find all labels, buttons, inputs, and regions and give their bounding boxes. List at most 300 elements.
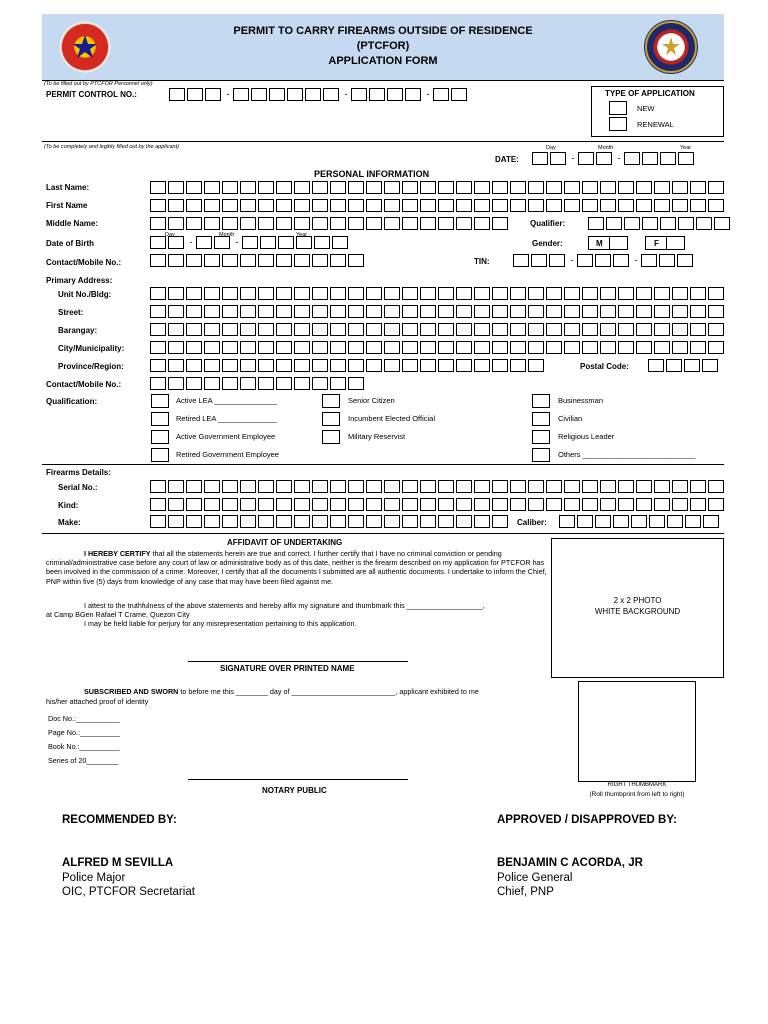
char-cell[interactable] xyxy=(222,217,238,230)
char-cell[interactable] xyxy=(222,199,238,212)
char-cell[interactable] xyxy=(690,181,706,194)
char-cell[interactable] xyxy=(258,377,274,390)
char-cell[interactable] xyxy=(618,341,634,354)
char-cell[interactable] xyxy=(384,287,400,300)
char-cell[interactable] xyxy=(276,254,292,267)
gender-female-box[interactable] xyxy=(645,236,685,250)
char-cell[interactable] xyxy=(294,199,310,212)
char-cell[interactable] xyxy=(438,341,454,354)
char-cell[interactable] xyxy=(205,88,221,101)
qualifier-input[interactable] xyxy=(588,217,732,231)
char-cell[interactable] xyxy=(438,359,454,372)
char-cell[interactable] xyxy=(168,323,184,336)
char-cell[interactable] xyxy=(438,515,454,528)
char-cell[interactable] xyxy=(240,515,256,528)
char-cell[interactable] xyxy=(366,498,382,511)
char-cell[interactable] xyxy=(550,152,566,165)
char-cell[interactable] xyxy=(186,515,202,528)
char-cell[interactable] xyxy=(186,341,202,354)
char-cell[interactable] xyxy=(204,323,220,336)
tin-input[interactable]: - - xyxy=(513,254,695,268)
char-cell[interactable] xyxy=(384,480,400,493)
char-cell[interactable] xyxy=(672,199,688,212)
military-reservist-checkbox[interactable] xyxy=(322,430,340,444)
char-cell[interactable] xyxy=(456,181,472,194)
char-cell[interactable] xyxy=(258,181,274,194)
char-cell[interactable] xyxy=(600,305,616,318)
char-cell[interactable] xyxy=(456,480,472,493)
char-cell[interactable] xyxy=(595,254,611,267)
char-cell[interactable] xyxy=(420,359,436,372)
char-cell[interactable] xyxy=(528,323,544,336)
char-cell[interactable] xyxy=(641,254,657,267)
char-cell[interactable] xyxy=(204,305,220,318)
char-cell[interactable] xyxy=(420,498,436,511)
province-input[interactable] xyxy=(150,359,546,373)
char-cell[interactable] xyxy=(708,181,724,194)
char-cell[interactable] xyxy=(636,287,652,300)
char-cell[interactable] xyxy=(204,359,220,372)
char-cell[interactable] xyxy=(549,254,565,267)
char-cell[interactable] xyxy=(186,305,202,318)
char-cell[interactable] xyxy=(690,323,706,336)
char-cell[interactable] xyxy=(294,287,310,300)
char-cell[interactable] xyxy=(294,480,310,493)
char-cell[interactable] xyxy=(330,254,346,267)
char-cell[interactable] xyxy=(492,181,508,194)
char-cell[interactable] xyxy=(546,498,562,511)
char-cell[interactable] xyxy=(222,181,238,194)
char-cell[interactable] xyxy=(276,480,292,493)
char-cell[interactable] xyxy=(330,287,346,300)
char-cell[interactable] xyxy=(510,199,526,212)
char-cell[interactable] xyxy=(204,254,220,267)
char-cell[interactable] xyxy=(278,236,294,249)
char-cell[interactable] xyxy=(438,217,454,230)
char-cell[interactable] xyxy=(708,287,724,300)
char-cell[interactable] xyxy=(366,217,382,230)
char-cell[interactable] xyxy=(649,515,665,528)
char-cell[interactable] xyxy=(528,199,544,212)
char-cell[interactable] xyxy=(330,341,346,354)
char-cell[interactable] xyxy=(672,287,688,300)
char-cell[interactable] xyxy=(582,323,598,336)
char-cell[interactable] xyxy=(312,181,328,194)
char-cell[interactable] xyxy=(196,236,212,249)
char-cell[interactable] xyxy=(348,515,364,528)
char-cell[interactable] xyxy=(276,287,292,300)
char-cell[interactable] xyxy=(204,377,220,390)
char-cell[interactable] xyxy=(222,480,238,493)
char-cell[interactable] xyxy=(402,181,418,194)
char-cell[interactable] xyxy=(150,323,166,336)
char-cell[interactable] xyxy=(492,217,508,230)
char-cell[interactable] xyxy=(330,515,346,528)
char-cell[interactable] xyxy=(546,199,562,212)
char-cell[interactable] xyxy=(600,323,616,336)
char-cell[interactable] xyxy=(168,377,184,390)
char-cell[interactable] xyxy=(384,199,400,212)
char-cell[interactable] xyxy=(420,181,436,194)
char-cell[interactable] xyxy=(312,305,328,318)
date-input[interactable]: - - xyxy=(532,152,696,166)
char-cell[interactable] xyxy=(510,498,526,511)
char-cell[interactable] xyxy=(251,88,267,101)
char-cell[interactable] xyxy=(312,341,328,354)
char-cell[interactable] xyxy=(438,498,454,511)
char-cell[interactable] xyxy=(577,515,593,528)
char-cell[interactable] xyxy=(204,515,220,528)
char-cell[interactable] xyxy=(240,287,256,300)
char-cell[interactable] xyxy=(677,254,693,267)
char-cell[interactable] xyxy=(690,341,706,354)
char-cell[interactable] xyxy=(384,498,400,511)
char-cell[interactable] xyxy=(702,359,718,372)
char-cell[interactable] xyxy=(294,359,310,372)
char-cell[interactable] xyxy=(348,323,364,336)
char-cell[interactable] xyxy=(402,305,418,318)
char-cell[interactable] xyxy=(474,480,490,493)
char-cell[interactable] xyxy=(384,217,400,230)
char-cell[interactable] xyxy=(348,199,364,212)
char-cell[interactable] xyxy=(456,498,472,511)
char-cell[interactable] xyxy=(150,498,166,511)
char-cell[interactable] xyxy=(294,377,310,390)
char-cell[interactable] xyxy=(708,341,724,354)
char-cell[interactable] xyxy=(492,323,508,336)
char-cell[interactable] xyxy=(456,305,472,318)
char-cell[interactable] xyxy=(438,323,454,336)
char-cell[interactable] xyxy=(168,287,184,300)
char-cell[interactable] xyxy=(654,287,670,300)
char-cell[interactable] xyxy=(438,305,454,318)
char-cell[interactable] xyxy=(366,341,382,354)
char-cell[interactable] xyxy=(312,217,328,230)
char-cell[interactable] xyxy=(276,217,292,230)
char-cell[interactable] xyxy=(420,217,436,230)
char-cell[interactable] xyxy=(582,480,598,493)
char-cell[interactable] xyxy=(366,359,382,372)
char-cell[interactable] xyxy=(314,236,330,249)
char-cell[interactable] xyxy=(204,480,220,493)
char-cell[interactable] xyxy=(636,480,652,493)
char-cell[interactable] xyxy=(330,199,346,212)
char-cell[interactable] xyxy=(168,515,184,528)
char-cell[interactable] xyxy=(474,287,490,300)
char-cell[interactable] xyxy=(708,305,724,318)
char-cell[interactable] xyxy=(330,181,346,194)
char-cell[interactable] xyxy=(186,199,202,212)
char-cell[interactable] xyxy=(660,217,676,230)
char-cell[interactable] xyxy=(150,236,166,249)
char-cell[interactable] xyxy=(672,341,688,354)
char-cell[interactable] xyxy=(169,88,185,101)
char-cell[interactable] xyxy=(258,287,274,300)
char-cell[interactable] xyxy=(708,323,724,336)
char-cell[interactable] xyxy=(582,341,598,354)
char-cell[interactable] xyxy=(546,323,562,336)
char-cell[interactable] xyxy=(582,181,598,194)
char-cell[interactable] xyxy=(618,199,634,212)
char-cell[interactable] xyxy=(624,152,640,165)
char-cell[interactable] xyxy=(150,377,166,390)
char-cell[interactable] xyxy=(654,199,670,212)
char-cell[interactable] xyxy=(659,254,675,267)
char-cell[interactable] xyxy=(636,498,652,511)
char-cell[interactable] xyxy=(420,199,436,212)
char-cell[interactable] xyxy=(294,515,310,528)
char-cell[interactable] xyxy=(348,377,364,390)
char-cell[interactable] xyxy=(690,199,706,212)
char-cell[interactable] xyxy=(438,181,454,194)
char-cell[interactable] xyxy=(438,480,454,493)
char-cell[interactable] xyxy=(532,152,548,165)
char-cell[interactable] xyxy=(492,199,508,212)
char-cell[interactable] xyxy=(269,88,285,101)
char-cell[interactable] xyxy=(222,323,238,336)
char-cell[interactable] xyxy=(402,217,418,230)
char-cell[interactable] xyxy=(492,498,508,511)
serial-input[interactable] xyxy=(150,480,726,494)
char-cell[interactable] xyxy=(323,88,339,101)
char-cell[interactable] xyxy=(654,323,670,336)
char-cell[interactable] xyxy=(366,199,382,212)
others-checkbox[interactable] xyxy=(532,448,550,462)
char-cell[interactable] xyxy=(405,88,421,101)
char-cell[interactable] xyxy=(258,498,274,511)
char-cell[interactable] xyxy=(369,88,385,101)
char-cell[interactable] xyxy=(384,515,400,528)
char-cell[interactable] xyxy=(528,498,544,511)
char-cell[interactable] xyxy=(474,341,490,354)
char-cell[interactable] xyxy=(618,480,634,493)
char-cell[interactable] xyxy=(492,359,508,372)
char-cell[interactable] xyxy=(588,217,604,230)
char-cell[interactable] xyxy=(348,181,364,194)
char-cell[interactable] xyxy=(564,287,580,300)
char-cell[interactable] xyxy=(636,305,652,318)
char-cell[interactable] xyxy=(528,341,544,354)
char-cell[interactable] xyxy=(420,480,436,493)
first-name-input[interactable] xyxy=(150,199,726,213)
char-cell[interactable] xyxy=(618,287,634,300)
char-cell[interactable] xyxy=(186,181,202,194)
char-cell[interactable] xyxy=(312,199,328,212)
gender-male-box[interactable] xyxy=(588,236,628,250)
char-cell[interactable] xyxy=(690,287,706,300)
char-cell[interactable] xyxy=(559,515,575,528)
char-cell[interactable] xyxy=(222,498,238,511)
char-cell[interactable] xyxy=(258,515,274,528)
retired-lea-checkbox[interactable] xyxy=(151,412,169,426)
char-cell[interactable] xyxy=(276,515,292,528)
char-cell[interactable] xyxy=(168,181,184,194)
char-cell[interactable] xyxy=(456,359,472,372)
char-cell[interactable] xyxy=(348,254,364,267)
caliber-input[interactable] xyxy=(559,515,721,529)
char-cell[interactable] xyxy=(260,236,276,249)
char-cell[interactable] xyxy=(366,305,382,318)
kind-input[interactable] xyxy=(150,498,726,512)
char-cell[interactable] xyxy=(708,498,724,511)
char-cell[interactable] xyxy=(366,287,382,300)
char-cell[interactable] xyxy=(600,199,616,212)
char-cell[interactable] xyxy=(294,181,310,194)
char-cell[interactable] xyxy=(703,515,719,528)
char-cell[interactable] xyxy=(595,515,611,528)
char-cell[interactable] xyxy=(546,480,562,493)
char-cell[interactable] xyxy=(222,254,238,267)
char-cell[interactable] xyxy=(296,236,312,249)
char-cell[interactable] xyxy=(582,498,598,511)
char-cell[interactable] xyxy=(150,217,166,230)
char-cell[interactable] xyxy=(294,341,310,354)
char-cell[interactable] xyxy=(366,181,382,194)
char-cell[interactable] xyxy=(600,341,616,354)
religious-leader-checkbox[interactable] xyxy=(532,430,550,444)
char-cell[interactable] xyxy=(258,217,274,230)
new-checkbox[interactable] xyxy=(609,101,627,115)
char-cell[interactable] xyxy=(690,480,706,493)
char-cell[interactable] xyxy=(492,515,508,528)
char-cell[interactable] xyxy=(642,152,658,165)
char-cell[interactable] xyxy=(456,515,472,528)
char-cell[interactable] xyxy=(714,217,730,230)
char-cell[interactable] xyxy=(150,341,166,354)
char-cell[interactable] xyxy=(618,305,634,318)
char-cell[interactable] xyxy=(294,305,310,318)
address-contact-input[interactable] xyxy=(150,377,366,391)
street-input[interactable] xyxy=(150,305,726,319)
char-cell[interactable] xyxy=(240,341,256,354)
char-cell[interactable] xyxy=(276,199,292,212)
char-cell[interactable] xyxy=(242,236,258,249)
char-cell[interactable] xyxy=(654,181,670,194)
char-cell[interactable] xyxy=(187,88,203,101)
last-name-input[interactable] xyxy=(150,181,726,195)
char-cell[interactable] xyxy=(222,341,238,354)
char-cell[interactable] xyxy=(438,199,454,212)
char-cell[interactable] xyxy=(654,498,670,511)
char-cell[interactable] xyxy=(564,181,580,194)
char-cell[interactable] xyxy=(387,88,403,101)
char-cell[interactable] xyxy=(708,199,724,212)
char-cell[interactable] xyxy=(384,305,400,318)
postal-code-input[interactable] xyxy=(648,359,720,373)
char-cell[interactable] xyxy=(348,359,364,372)
char-cell[interactable] xyxy=(510,323,526,336)
char-cell[interactable] xyxy=(168,199,184,212)
char-cell[interactable] xyxy=(636,341,652,354)
char-cell[interactable] xyxy=(402,498,418,511)
char-cell[interactable] xyxy=(204,217,220,230)
char-cell[interactable] xyxy=(582,199,598,212)
char-cell[interactable] xyxy=(168,217,184,230)
char-cell[interactable] xyxy=(564,323,580,336)
char-cell[interactable] xyxy=(168,498,184,511)
char-cell[interactable] xyxy=(312,287,328,300)
char-cell[interactable] xyxy=(456,323,472,336)
char-cell[interactable] xyxy=(258,254,274,267)
char-cell[interactable] xyxy=(186,254,202,267)
char-cell[interactable] xyxy=(510,287,526,300)
char-cell[interactable] xyxy=(351,88,367,101)
char-cell[interactable] xyxy=(348,480,364,493)
char-cell[interactable] xyxy=(474,305,490,318)
char-cell[interactable] xyxy=(528,287,544,300)
char-cell[interactable] xyxy=(596,152,612,165)
char-cell[interactable] xyxy=(600,287,616,300)
char-cell[interactable] xyxy=(150,287,166,300)
char-cell[interactable] xyxy=(312,254,328,267)
char-cell[interactable] xyxy=(474,515,490,528)
char-cell[interactable] xyxy=(258,359,274,372)
char-cell[interactable] xyxy=(186,217,202,230)
char-cell[interactable] xyxy=(402,515,418,528)
char-cell[interactable] xyxy=(402,480,418,493)
char-cell[interactable] xyxy=(510,305,526,318)
char-cell[interactable] xyxy=(631,515,647,528)
char-cell[interactable] xyxy=(186,359,202,372)
char-cell[interactable] xyxy=(204,199,220,212)
char-cell[interactable] xyxy=(294,217,310,230)
char-cell[interactable] xyxy=(528,480,544,493)
char-cell[interactable] xyxy=(474,217,490,230)
char-cell[interactable] xyxy=(642,217,658,230)
char-cell[interactable] xyxy=(492,287,508,300)
char-cell[interactable] xyxy=(186,377,202,390)
permit-control-input[interactable]: - - - xyxy=(169,88,469,102)
char-cell[interactable] xyxy=(451,88,467,101)
char-cell[interactable] xyxy=(150,305,166,318)
char-cell[interactable] xyxy=(474,323,490,336)
char-cell[interactable] xyxy=(648,359,664,372)
char-cell[interactable] xyxy=(240,323,256,336)
char-cell[interactable] xyxy=(474,181,490,194)
char-cell[interactable] xyxy=(330,480,346,493)
char-cell[interactable] xyxy=(366,323,382,336)
char-cell[interactable] xyxy=(672,305,688,318)
char-cell[interactable] xyxy=(332,236,348,249)
char-cell[interactable] xyxy=(685,515,701,528)
char-cell[interactable] xyxy=(577,254,593,267)
char-cell[interactable] xyxy=(666,359,682,372)
char-cell[interactable] xyxy=(420,305,436,318)
char-cell[interactable] xyxy=(150,359,166,372)
char-cell[interactable] xyxy=(684,359,700,372)
char-cell[interactable] xyxy=(214,236,230,249)
char-cell[interactable] xyxy=(384,341,400,354)
char-cell[interactable] xyxy=(168,305,184,318)
char-cell[interactable] xyxy=(696,217,712,230)
contact-input[interactable] xyxy=(150,254,366,268)
char-cell[interactable] xyxy=(294,323,310,336)
char-cell[interactable] xyxy=(636,199,652,212)
char-cell[interactable] xyxy=(330,323,346,336)
char-cell[interactable] xyxy=(474,359,490,372)
signature-line[interactable] xyxy=(188,661,408,662)
char-cell[interactable] xyxy=(402,323,418,336)
char-cell[interactable] xyxy=(564,341,580,354)
char-cell[interactable] xyxy=(546,305,562,318)
char-cell[interactable] xyxy=(678,217,694,230)
char-cell[interactable] xyxy=(528,359,544,372)
char-cell[interactable] xyxy=(276,359,292,372)
char-cell[interactable] xyxy=(510,181,526,194)
char-cell[interactable] xyxy=(672,480,688,493)
char-cell[interactable] xyxy=(474,498,490,511)
char-cell[interactable] xyxy=(168,341,184,354)
